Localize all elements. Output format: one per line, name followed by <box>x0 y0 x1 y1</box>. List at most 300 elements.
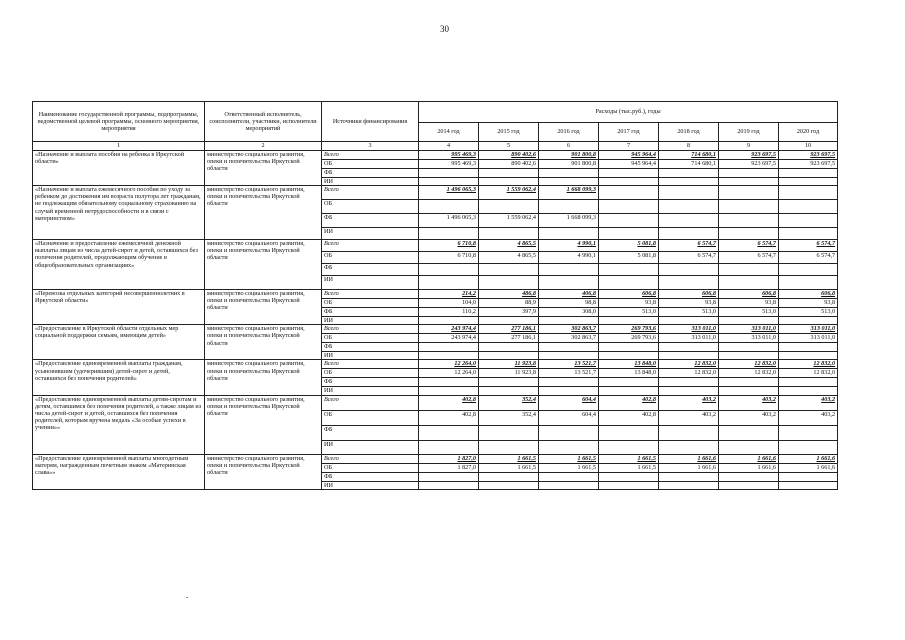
value-cell <box>419 178 479 186</box>
value-cell: 5 081,8 <box>599 240 659 252</box>
value-cell <box>719 481 779 489</box>
value-cell: 313 011,0 <box>659 334 719 343</box>
program-name-cell: «Предоставление в Иркутской области отдельных мер социальной поддержки семьям, имеющим детей» <box>33 325 205 360</box>
value-cell: 4 865,5 <box>479 240 539 252</box>
value-cell: 277 186,1 <box>479 325 539 334</box>
value-cell: 486,8 <box>479 290 539 299</box>
value-cell: 11 923,8 <box>479 360 539 369</box>
value-cell <box>479 228 539 240</box>
value-cell <box>779 378 838 387</box>
value-cell <box>719 387 779 395</box>
value-cell: 1 661,6 <box>659 463 719 472</box>
program-name-cell: «Предоставление единовременной выплаты детям-сиротам и детям, оставшимся без попечения родителей, а также лицам из числа детей-сирот и детей, оставшихся без попечения родителей, которым вручена медаль «За особые успехи в учении»» <box>33 395 205 454</box>
source-cell: ИИ <box>322 317 419 325</box>
value-cell: 402,8 <box>419 395 479 410</box>
value-cell <box>599 440 659 454</box>
executor-cell: министерство социального развития, опеки и попечительства Иркутской области <box>205 186 322 240</box>
value-cell: 104,0 <box>419 299 479 308</box>
value-cell <box>659 387 719 395</box>
value-cell: 352,4 <box>479 395 539 410</box>
value-cell <box>719 228 779 240</box>
executor-cell: министерство социального развития, опеки и попечительства Иркутской области <box>205 454 322 489</box>
value-cell: 302 863,7 <box>539 325 599 334</box>
value-cell <box>419 425 479 440</box>
value-cell: 923 697,5 <box>779 160 838 169</box>
value-cell <box>599 228 659 240</box>
value-cell: 1 559 062,4 <box>479 186 539 200</box>
value-cell: 1 661,6 <box>659 454 719 463</box>
value-cell <box>659 317 719 325</box>
value-cell <box>479 264 539 276</box>
value-cell <box>419 343 479 352</box>
table-row <box>33 290 838 299</box>
source-cell: ФБ <box>322 214 419 228</box>
value-cell <box>599 178 659 186</box>
value-cell <box>779 186 838 200</box>
header-year: 2019 год <box>719 123 779 142</box>
value-cell: 12 832,0 <box>719 360 779 369</box>
value-cell <box>719 352 779 360</box>
header-year: 2015 год <box>479 123 539 142</box>
value-cell: 901 800,8 <box>539 160 599 169</box>
value-cell <box>779 481 838 489</box>
value-cell <box>659 200 719 214</box>
header-executor: Ответственный исполнитель, соисполнители, участники, исполнители мероприятий <box>205 102 322 142</box>
value-cell: 945 964,4 <box>599 160 659 169</box>
executor-cell: министерство социального развития, опеки и попечительства Иркутской области <box>205 151 322 186</box>
value-cell <box>419 352 479 360</box>
value-cell <box>719 178 779 186</box>
value-cell <box>719 440 779 454</box>
value-cell: 1 827,0 <box>419 454 479 463</box>
value-cell: 269 793,6 <box>599 334 659 343</box>
value-cell <box>659 228 719 240</box>
value-cell <box>419 200 479 214</box>
value-cell <box>539 264 599 276</box>
column-number: 7 <box>599 142 659 151</box>
value-cell <box>659 352 719 360</box>
value-cell <box>479 387 539 395</box>
header-year: 2020 год <box>779 123 838 142</box>
source-cell: ИИ <box>322 440 419 454</box>
value-cell: 12 264,0 <box>419 360 479 369</box>
program-name-cell: «Назначение и выплата пособия на ребенка в Иркутской области» <box>33 151 205 186</box>
value-cell: 12 264,0 <box>419 369 479 378</box>
value-cell: 1 496 065,3 <box>419 186 479 200</box>
value-cell: 13 521,7 <box>539 369 599 378</box>
executor-cell: министерство социального развития, опеки и попечительства Иркутской области <box>205 360 322 395</box>
value-cell: 604,4 <box>539 410 599 425</box>
value-cell <box>599 472 659 481</box>
value-cell: 98,8 <box>539 299 599 308</box>
table-body <box>33 151 838 490</box>
value-cell: 923 697,5 <box>719 160 779 169</box>
value-cell: 12 832,0 <box>779 369 838 378</box>
value-cell: 308,0 <box>539 308 599 317</box>
value-cell: 6 574,7 <box>779 252 838 264</box>
header-year: 2016 год <box>539 123 599 142</box>
value-cell <box>419 264 479 276</box>
value-cell <box>599 186 659 200</box>
value-cell <box>659 186 719 200</box>
source-cell: Всего <box>322 325 419 334</box>
value-cell <box>659 378 719 387</box>
source-cell: ФБ <box>322 378 419 387</box>
value-cell: 923 697,5 <box>779 151 838 160</box>
value-cell: 403,2 <box>779 410 838 425</box>
table-row <box>33 325 838 334</box>
program-name-cell: «Назначение и выплата ежемесячного пособия по уходу за ребенком до достижения им возраста полутора лет гражданам, не подлежащим обязательному социальному страхованию на случай временной нетрудоспособности и в связи с материнством» <box>33 186 205 240</box>
value-cell <box>659 472 719 481</box>
column-number: 2 <box>205 142 322 151</box>
value-cell <box>599 200 659 214</box>
value-cell: 1 827,0 <box>419 463 479 472</box>
table-row <box>33 240 838 252</box>
value-cell <box>419 481 479 489</box>
source-cell: ОБ <box>322 410 419 425</box>
value-cell: 313 011,0 <box>719 334 779 343</box>
value-cell: 901 800,8 <box>539 151 599 160</box>
value-cell: 403,2 <box>779 395 838 410</box>
value-cell: 995 469,3 <box>419 151 479 160</box>
value-cell <box>719 200 779 214</box>
value-cell <box>719 276 779 290</box>
value-cell: 890 402,6 <box>479 151 539 160</box>
source-cell: ФБ <box>322 169 419 178</box>
value-cell <box>539 178 599 186</box>
value-cell: 714 680,1 <box>659 160 719 169</box>
value-cell <box>779 440 838 454</box>
value-cell: 13 521,7 <box>539 360 599 369</box>
value-cell: 1 661,5 <box>479 463 539 472</box>
source-cell: ФБ <box>322 343 419 352</box>
source-cell: Всего <box>322 360 419 369</box>
value-cell <box>779 276 838 290</box>
value-cell: 513,0 <box>659 308 719 317</box>
value-cell <box>659 169 719 178</box>
source-cell: ФБ <box>322 425 419 440</box>
value-cell <box>539 169 599 178</box>
page-number: 30 <box>440 24 449 34</box>
value-cell <box>599 425 659 440</box>
value-cell <box>719 214 779 228</box>
program-name-cell: «Перевозка отдельных категорий несовершеннолетних в Иркутской области» <box>33 290 205 325</box>
value-cell: 6 574,7 <box>719 240 779 252</box>
source-cell: ИИ <box>322 387 419 395</box>
value-cell <box>779 214 838 228</box>
budget-table <box>32 101 838 490</box>
value-cell: 313 011,0 <box>659 325 719 334</box>
header-expenses: Расходы (тыс.руб.), годы <box>419 102 838 123</box>
value-cell: 606,8 <box>659 290 719 299</box>
header-source: Источники финансирования <box>322 102 419 142</box>
value-cell <box>599 264 659 276</box>
value-cell: 6 574,7 <box>779 240 838 252</box>
value-cell: 403,2 <box>659 410 719 425</box>
value-cell <box>419 472 479 481</box>
value-cell <box>659 440 719 454</box>
value-cell: 403,2 <box>719 395 779 410</box>
value-cell: 606,8 <box>779 290 838 299</box>
value-cell <box>719 343 779 352</box>
value-cell: 5 081,8 <box>599 252 659 264</box>
value-cell: 606,8 <box>599 290 659 299</box>
value-cell: 1 668 099,3 <box>539 214 599 228</box>
source-cell: ОБ <box>322 299 419 308</box>
header-year: 2018 год <box>659 123 719 142</box>
value-cell: 313 011,0 <box>779 334 838 343</box>
column-number: 1 <box>33 142 205 151</box>
table-row <box>33 151 838 160</box>
value-cell <box>719 425 779 440</box>
value-cell: 277 186,1 <box>479 334 539 343</box>
source-cell: ФБ <box>322 264 419 276</box>
value-cell <box>779 352 838 360</box>
value-cell <box>779 472 838 481</box>
value-cell: 11 923,8 <box>479 369 539 378</box>
value-cell <box>419 378 479 387</box>
value-cell: 12 832,0 <box>659 360 719 369</box>
value-cell <box>659 425 719 440</box>
source-cell: Всего <box>322 290 419 299</box>
value-cell: 402,8 <box>599 410 659 425</box>
value-cell: 214,2 <box>419 290 479 299</box>
value-cell <box>719 186 779 200</box>
value-cell <box>779 228 838 240</box>
value-cell: 110,2 <box>419 308 479 317</box>
value-cell: 6 574,7 <box>659 240 719 252</box>
value-cell <box>779 317 838 325</box>
table-row <box>33 395 838 410</box>
source-cell: ОБ <box>322 463 419 472</box>
value-cell: 6 574,7 <box>659 252 719 264</box>
program-name-cell: «Предоставление единовременной выплаты многодетным матерям, награжденным почетным знаком «Материнская слава»» <box>33 454 205 489</box>
value-cell <box>419 440 479 454</box>
value-cell <box>719 472 779 481</box>
column-number: 8 <box>659 142 719 151</box>
value-cell: 890 402,6 <box>479 160 539 169</box>
value-cell: 4 865,5 <box>479 252 539 264</box>
value-cell <box>779 200 838 214</box>
source-cell: ОБ <box>322 369 419 378</box>
value-cell: 1 661,6 <box>719 463 779 472</box>
value-cell <box>479 343 539 352</box>
source-cell: ИИ <box>322 352 419 360</box>
value-cell: 513,0 <box>779 308 838 317</box>
source-cell: Всего <box>322 395 419 410</box>
value-cell: 12 832,0 <box>779 360 838 369</box>
executor-cell: министерство социального развития, опеки и попечительства Иркутской области <box>205 395 322 454</box>
value-cell <box>419 387 479 395</box>
value-cell <box>419 317 479 325</box>
value-cell <box>539 481 599 489</box>
value-cell: 1 661,6 <box>719 454 779 463</box>
source-cell: ОБ <box>322 252 419 264</box>
value-cell <box>659 276 719 290</box>
value-cell: 397,9 <box>479 308 539 317</box>
column-number: 10 <box>779 142 838 151</box>
value-cell: 13 848,0 <box>599 360 659 369</box>
value-cell: 1 559 062,4 <box>479 214 539 228</box>
value-cell: 1 661,6 <box>779 463 838 472</box>
value-cell <box>539 276 599 290</box>
value-cell <box>539 387 599 395</box>
value-cell: 93,8 <box>659 299 719 308</box>
header-year: 2017 год <box>599 123 659 142</box>
value-cell: 1 668 099,3 <box>539 186 599 200</box>
value-cell <box>599 352 659 360</box>
source-cell: ФБ <box>322 472 419 481</box>
value-cell <box>539 200 599 214</box>
value-cell: 4 990,1 <box>539 252 599 264</box>
value-cell <box>779 387 838 395</box>
value-cell: 12 832,0 <box>659 369 719 378</box>
value-cell <box>599 317 659 325</box>
value-cell <box>419 276 479 290</box>
value-cell: 93,8 <box>779 299 838 308</box>
value-cell: 606,8 <box>719 290 779 299</box>
value-cell <box>479 276 539 290</box>
source-cell: ИИ <box>322 276 419 290</box>
source-cell: ОБ <box>322 200 419 214</box>
value-cell <box>599 276 659 290</box>
value-cell <box>779 178 838 186</box>
value-cell <box>659 178 719 186</box>
value-cell <box>659 264 719 276</box>
value-cell: 88,9 <box>479 299 539 308</box>
table-row <box>33 186 838 200</box>
value-cell <box>719 378 779 387</box>
value-cell: 1 661,5 <box>539 454 599 463</box>
value-cell <box>599 387 659 395</box>
source-cell: ИИ <box>322 481 419 489</box>
value-cell <box>479 317 539 325</box>
column-number: 5 <box>479 142 539 151</box>
value-cell: 313 011,0 <box>719 325 779 334</box>
value-cell <box>479 472 539 481</box>
value-cell <box>479 378 539 387</box>
column-number: 4 <box>419 142 479 151</box>
source-cell: ОБ <box>322 160 419 169</box>
source-cell: Всего <box>322 454 419 463</box>
value-cell: 402,8 <box>599 395 659 410</box>
value-cell: 1 661,5 <box>599 454 659 463</box>
value-cell <box>719 169 779 178</box>
source-cell: Всего <box>322 151 419 160</box>
value-cell <box>539 228 599 240</box>
value-cell: 995 469,3 <box>419 160 479 169</box>
value-cell: 923 697,5 <box>719 151 779 160</box>
value-cell <box>719 317 779 325</box>
value-cell <box>419 228 479 240</box>
value-cell: 1 496 065,3 <box>419 214 479 228</box>
value-cell <box>539 425 599 440</box>
value-cell: 269 793,6 <box>599 325 659 334</box>
value-cell <box>479 425 539 440</box>
source-cell: ИИ <box>322 178 419 186</box>
value-cell <box>419 169 479 178</box>
value-cell: 12 832,0 <box>719 369 779 378</box>
value-cell <box>479 481 539 489</box>
value-cell <box>659 481 719 489</box>
value-cell <box>779 169 838 178</box>
value-cell <box>539 317 599 325</box>
value-cell: 1 661,5 <box>539 463 599 472</box>
value-cell: 402,8 <box>419 410 479 425</box>
value-cell: 403,2 <box>659 395 719 410</box>
value-cell: 93,8 <box>719 299 779 308</box>
value-cell: 1 661,5 <box>599 463 659 472</box>
value-cell: 714 680,1 <box>659 151 719 160</box>
table-row <box>33 454 838 463</box>
executor-cell: министерство социального развития, опеки и попечительства Иркутской области <box>205 290 322 325</box>
value-cell <box>719 264 779 276</box>
value-cell <box>479 352 539 360</box>
value-cell: 6 574,7 <box>719 252 779 264</box>
value-cell <box>779 343 838 352</box>
value-cell <box>539 440 599 454</box>
value-cell <box>779 264 838 276</box>
value-cell: 403,2 <box>719 410 779 425</box>
value-cell <box>539 343 599 352</box>
value-cell <box>539 472 599 481</box>
value-cell <box>599 378 659 387</box>
value-cell <box>659 214 719 228</box>
column-number: 9 <box>719 142 779 151</box>
value-cell: 1 661,5 <box>479 454 539 463</box>
value-cell <box>539 352 599 360</box>
value-cell: 6 710,8 <box>419 240 479 252</box>
value-cell <box>659 343 719 352</box>
header-program: Наименование государственной программы, подпрограммы, ведомственной целевой программы, основного мероприятия, мероприятия <box>33 102 205 142</box>
value-cell <box>599 343 659 352</box>
source-cell: ОБ <box>322 334 419 343</box>
value-cell <box>479 200 539 214</box>
value-cell <box>479 169 539 178</box>
column-number: 6 <box>539 142 599 151</box>
value-cell: 313 011,0 <box>779 325 838 334</box>
value-cell: 4 990,1 <box>539 240 599 252</box>
value-cell: 945 964,4 <box>599 151 659 160</box>
value-cell <box>599 214 659 228</box>
header-year: 2014 год <box>419 123 479 142</box>
value-cell: 406,8 <box>539 290 599 299</box>
value-cell <box>599 169 659 178</box>
value-cell: 1 661,6 <box>779 454 838 463</box>
value-cell <box>599 481 659 489</box>
value-cell <box>479 178 539 186</box>
source-cell: ФБ <box>322 308 419 317</box>
value-cell <box>479 440 539 454</box>
value-cell: 302 863,7 <box>539 334 599 343</box>
value-cell: 243 974,4 <box>419 334 479 343</box>
value-cell: 243 974,4 <box>419 325 479 334</box>
value-cell: 604,4 <box>539 395 599 410</box>
source-cell: Всего <box>322 186 419 200</box>
value-cell: 513,0 <box>599 308 659 317</box>
value-cell: 13 848,0 <box>599 369 659 378</box>
source-cell: Всего <box>322 240 419 252</box>
program-name-cell: «Предоставление единовременной выплаты гражданам, усыновившим (удочерившим) детей-сирот и детей, оставшихся без попечения родителей» <box>33 360 205 395</box>
value-cell: 352,4 <box>479 410 539 425</box>
executor-cell: министерство социального развития, опеки и попечительства Иркутской области <box>205 325 322 360</box>
program-name-cell: «Назначение и предоставление ежемесячной денежной выплаты лицам из числа детей-сирот и детей, оставшихся без попечения родителей, продолжающим обучение в общеобразовательных организациях» <box>33 240 205 290</box>
scan-speck <box>186 597 188 598</box>
value-cell: 6 710,8 <box>419 252 479 264</box>
column-number: 3 <box>322 142 419 151</box>
executor-cell: министерство социального развития, опеки и попечительства Иркутской области <box>205 240 322 290</box>
value-cell: 513,0 <box>719 308 779 317</box>
